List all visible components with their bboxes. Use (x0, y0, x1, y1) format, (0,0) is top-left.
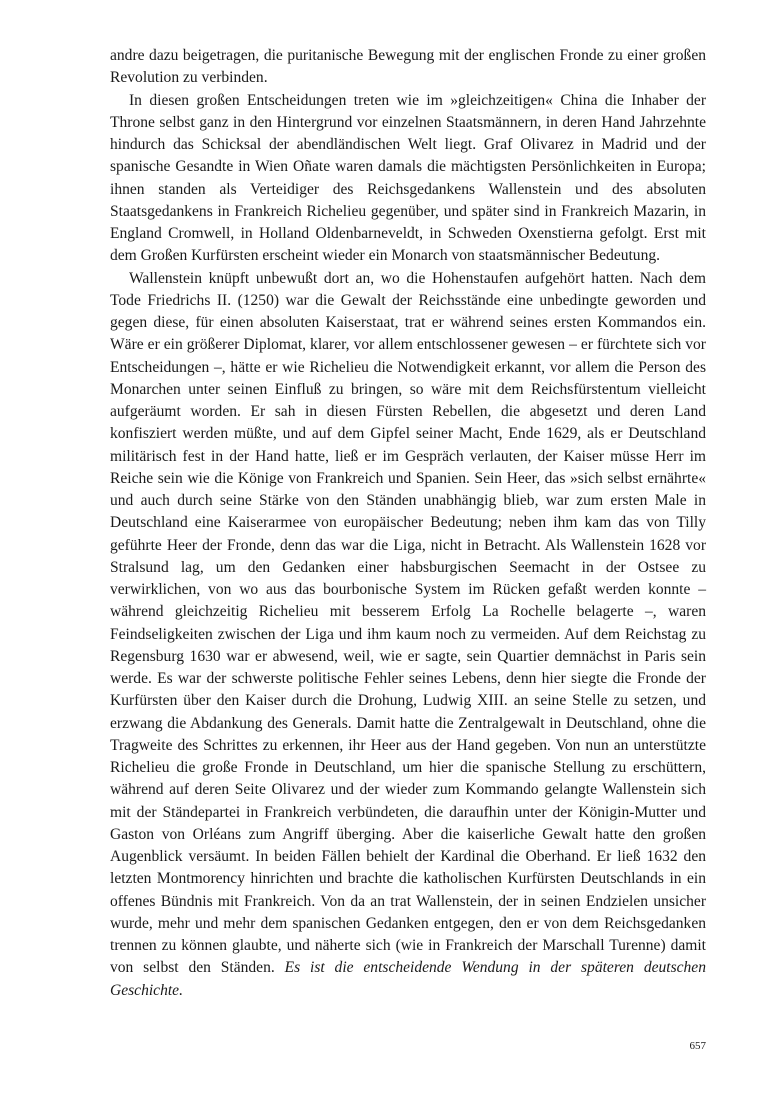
paragraph-continuation (110, 45, 706, 90)
paragraph-text: In diesen großen Entscheidungen treten wie im »gleichzeitigen« China die Inhaber der Throne selbst ganz in den Hintergrund vor einzelnen Staatsmännern, in deren Hand Jahrzehnte hindurch das Schicksal der abendländischen Welt liegt. Graf Olivarez in Madrid und der spanische Gesandte in Wien Oñate waren damals die mächtigsten Persönlichkeiten in Europa; ihnen standen als Verteidiger des Reichsgedankens Wallenstein und des absoluten Staatsgedankens in Frankreich Richelieu gegenüber, und später sind in Frankreich Mazarin, in England Cromwell, in Holland Oldenbarneveldt, in Schweden Oxenstierna gefolgt. Erst mit dem Großen Kurfürsten erscheint wieder ein Monarch von staatsmännischer Bedeutung. (110, 91, 706, 265)
paragraph-text: Wallenstein knüpft unbewußt dort an, wo die Hohenstaufen aufgehört hatten. Nach dem Tode Friedrichs II. (1250) war die Gewalt der Reichsstände eine unbedingte geworden und gegen diese, für einen absoluten Kaiserstaat, trat er während seines ersten Kommandos ein. Wäre er ein größerer Diplomat, klarer, vor allem entschlossener gewesen – er fürchtete sich vor Entscheidungen –, hätte er wie Richelieu die Notwendigkeit erkannt, vor allem die Person des Monarchen unter seinen Einfluß zu bringen, so wäre mit dem Reichsfürstentum vielleicht aufgeräumt worden. Er sah in diesen Fürsten Rebellen, die abgesetzt und deren Land konfisziert werden müßte, und auf dem Gipfel seiner Macht, Ende 1629, als er Deutschland militärisch fest in der Hand hatte, ließ er im Gespräch verlauten, der Kaiser müsse Herr im Reiche sein wie die Könige von Frankreich und Spanien. Sein Heer, das »sich selbst ernährte« und auch durch seine Stärke von den Ständen unabhängig blieb, war zum ersten Male in Deutschland eine Kaiserarmee von europäischer Bedeutung; neben ihm kam das von Tilly geführte Heer der Fronde, denn das war die Liga, nicht in Betracht. Als Wallenstein 1628 vor Stralsund lag, um den Gedanken einer habsburgischen Seemacht in der Ostsee zu verwirklichen, von wo aus das bourbonische System im Rücken gefaßt werden konnte – während gleichzeitig Richelieu mit besserem Erfolg La Rochelle belagerte –, waren Feindseligkeiten zwischen der Liga und ihm kaum noch zu vermeiden. Auf dem Reichstag zu Regensburg 1630 war er abwesend, weil, wie er sagte, sein Quartier demnächst in Paris sein werde. Es war der schwerste politische Fehler seines Lebens, denn hier siegte die Fronde der Kurfürsten über den Kaiser durch die Drohung, Ludwig XIII. an seine Stelle zu setzen, und erzwang die Abdankung des Generals. Damit hatte die Zentralgewalt in Deutschland, ohne die Tragweite des Schrittes zu erkennen, ihr Heer aus der Hand gegeben. Von nun an unterstützte Richelieu die große Fronde in Deutschland, um hier die spanische Stellung zu erschüttern, während auf deren Seite Olivarez und der wieder zum Kommando gelangte Wallenstein sich mit der Ständepartei in Frankreich verbündeten, die daraufhin unter der Königin-Mutter und Gaston von Orléans zum Angriff überging. Aber die kaiserliche Gewalt hatte den großen Augenblick versäumt. In beiden Fällen behielt der Kardinal die Oberhand. Er ließ 1632 den letzten Montmorency hinrichten und brachte die katholischen Kurfürsten Deutschlands in ein offenes Bündnis mit Frankreich. Von da an trat Wallenstein, der in seinen Endzielen unsicher wurde, mehr und mehr dem spanischen Gedanken entgegen, den er von dem Reichsgedanken trennen zu können glaubte, und näherte sich (wie in Frankreich der Marschall Turenne) damit von selbst den Ständen. (110, 269, 706, 977)
paragraph-text: andre dazu beigetragen, die puritanische Bewegung mit der englischen Fronde zu einer großen Revolution zu verbinden. (110, 47, 706, 87)
page-number: 657 (689, 1040, 706, 1052)
paragraph-statesmen (110, 90, 706, 268)
page-body (110, 45, 706, 1002)
paragraph-wallenstein (110, 268, 706, 1002)
emphasized-sentence: Es ist die entscheidende Wendung in der späteren deutschen Geschichte. (110, 959, 706, 999)
